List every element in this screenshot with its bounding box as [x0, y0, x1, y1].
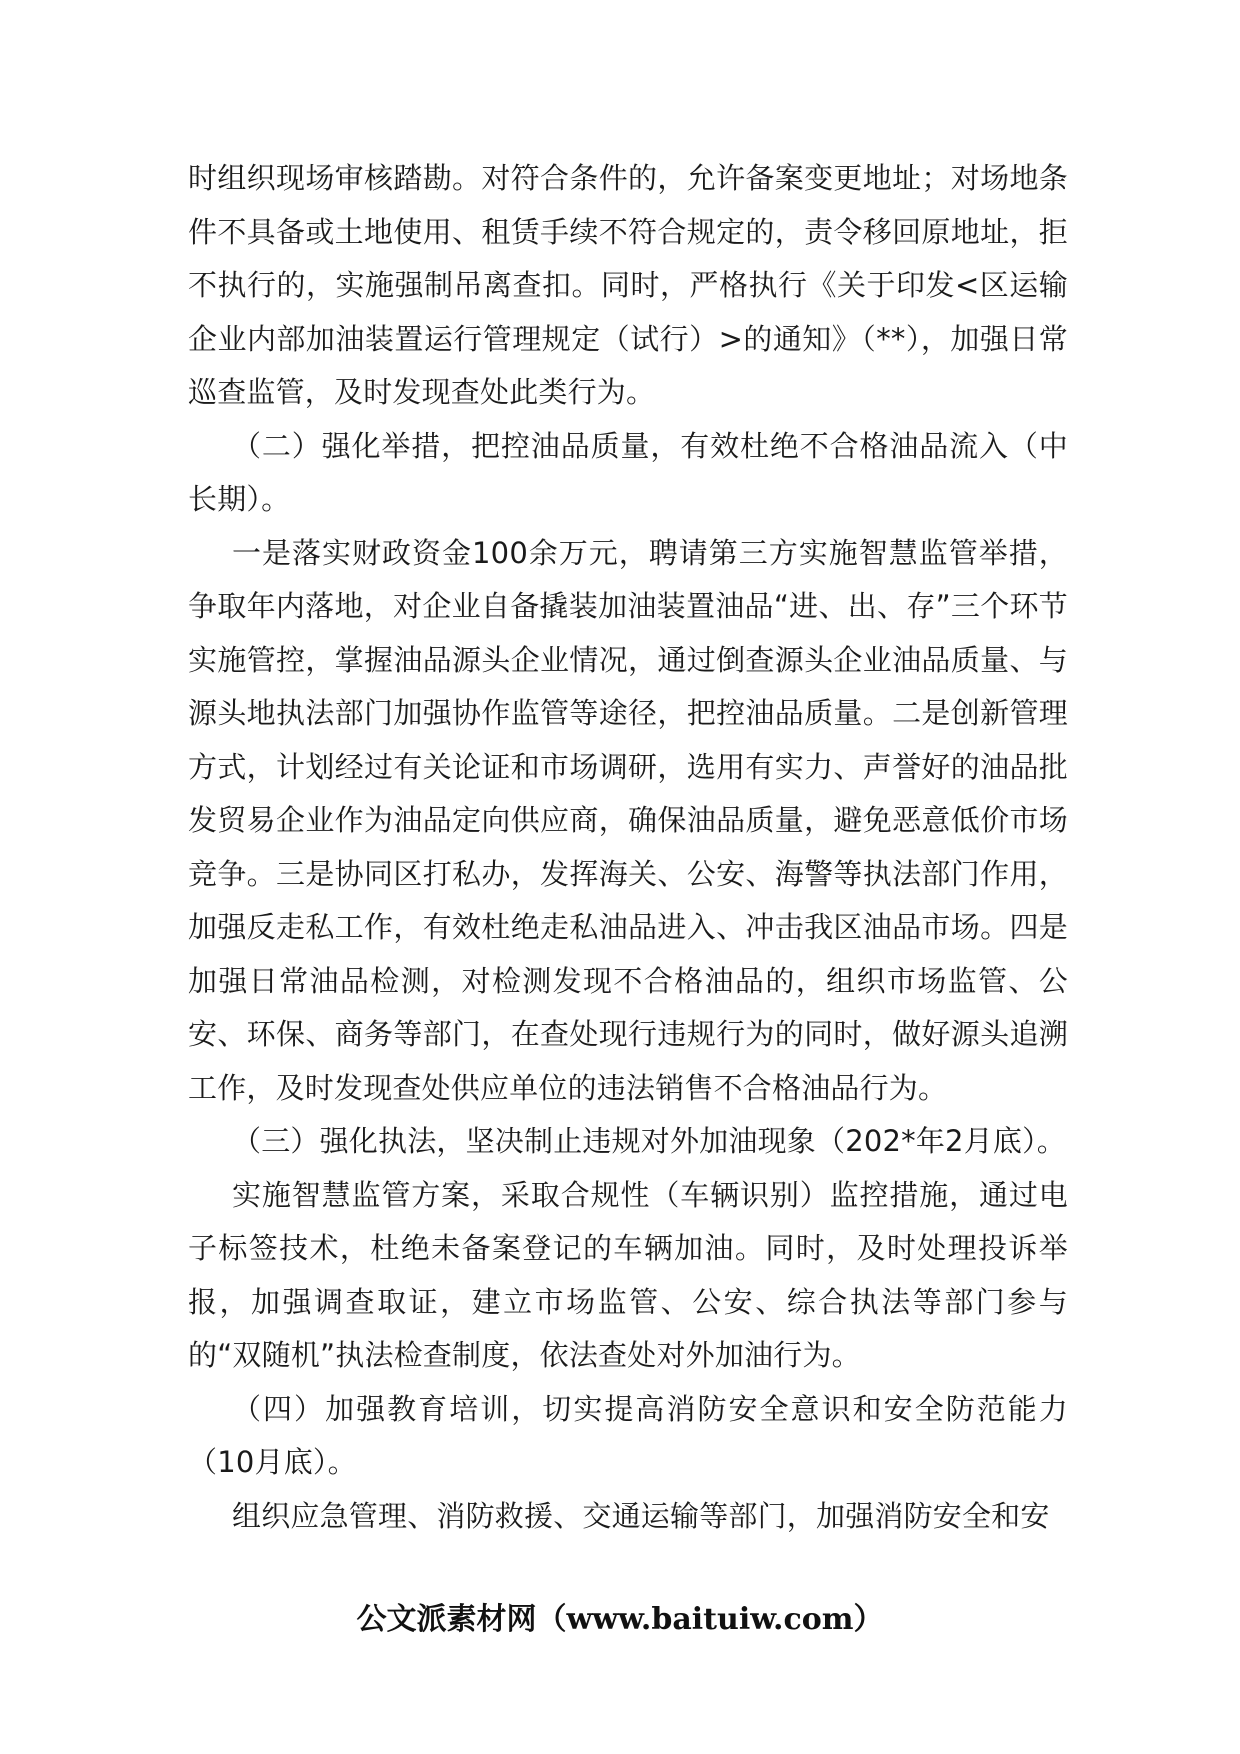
- body-text: [188, 152, 1068, 1543]
- paragraph-3: 一是落实财政资金100余万元，聘请第三方实施智慧监管举措，争取年内落地，对企业自备撬装加油装置油品“进、出、存”三个环节实施管控，掌握油品源头企业情况，通过倒查源头企业油品质量、与源头地执法部门加强协作监管等途径，把控油品质量。二是创新管理方式，计划经过有关论证和市场调研，选用有实力、声誉好的油品批发贸易企业作为油品定向供应商，确保油品质量，避免恶意低价市场竞争。三是协同区打私办，发挥海关、公安、海警等执法部门作用，加强反走私工作，有效杜绝走私油品进入、冲击我区油品市场。四是加强日常油品检测，对检测发现不合格油品的，组织市场监管、公安、环保、商务等部门，在查处现行违规行为的同时，做好源头追溯工作，及时发现查处供应单位的违法销售不合格油品行为。: [188, 535, 1068, 1105]
- paragraph-6-heading: （四）加强教育培训，切实提高消防安全意识和安全防范能力（10月底）。: [188, 1391, 1068, 1479]
- footer-watermark: 公文派素材网（www.baituiw.com）: [356, 1602, 884, 1637]
- paragraph-7: 组织应急管理、消防救援、交通运输等部门，加强消防安全和安: [232, 1498, 1050, 1533]
- paragraph-4-heading: （三）强化执法，坚决制止违规对外加油现象（202*年2月底）。: [232, 1124, 1067, 1158]
- paragraph-1: 时组织现场审核踏勘。对符合条件的，允许备案变更地址；对场地条件不具备或土地使用、租赁手续不符合规定的，责令移回原地址，拒不执行的，实施强制吊离查扣。同时，严格执行《关于印发<区运输企业内部加油装置运行管理规定（试行）>的通知》（**），加强日常巡查监管，及时发现查处此类行为。: [188, 161, 1068, 409]
- paragraph-2-heading: （二）强化举措，把控油品质量，有效杜绝不合格油品流入（中长期）。: [188, 428, 1068, 516]
- paragraph-5: 实施智慧监管方案，采取合规性（车辆识别）监控措施，通过电子标签技术，杜绝未备案登记的车辆加油。同时，及时处理投诉举报，加强调查取证，建立市场监管、公安、综合执法等部门参与的“双随机”执法检查制度，依法查处对外加油行为。: [188, 1177, 1068, 1372]
